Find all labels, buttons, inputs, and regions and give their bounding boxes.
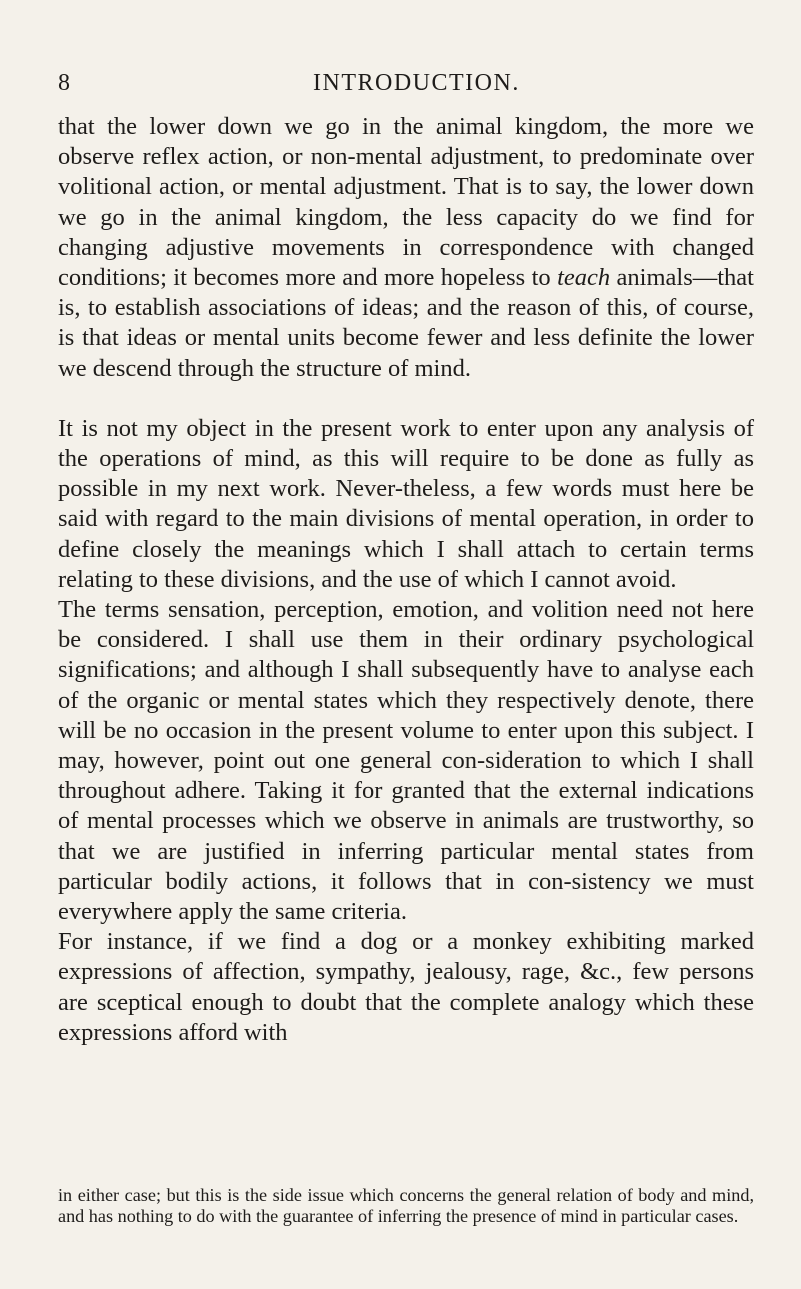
paragraph-gap <box>58 384 754 414</box>
paragraph-4: For instance, if we find a dog or a monkey exhibiting marked expressions of affection, sympathy, jealousy, rage, &c., few persons are sceptical enough to doubt that the complete analogy which these expressions afford with <box>58 928 754 1046</box>
footnote <box>58 1185 754 1228</box>
paragraph-1-text-a: that the lower down we go in the animal kingdom, the more we observe reflex action, or non-mental adjustment, to predominate over volitional action, or mental adjustment. That is to say, the lower down we go in the animal kingdom, the less capacity do we find for changing adjustive movements in correspondence with changed conditions; it becomes more and more hopeless to <box>58 113 754 292</box>
paragraph-3: The terms sensation, perception, emotion, and volition need not here be considered. I shall use them in their ordinary psychological significations; and although I shall subsequently have to analyse each of the organic or mental states which they respectively denote, there will be no occasion in the present volume to enter upon this subject. I may, however, point out one general con-sideration to which I shall throughout adhere. Taking it for granted that the external indications of mental processes which we observe in animals are trustworthy, so that we are justified in inferring particular mental states from particular bodily actions, it follows that in con-sistency we must everywhere apply the same criteria. <box>58 596 754 926</box>
page-number: 8 <box>58 70 71 96</box>
body-text <box>58 112 754 1048</box>
running-title: INTRODUCTION. <box>313 70 520 96</box>
footnote-text: in either case; but this is the side issue which concerns the general relation of body and mind, and has nothing to do with the guarantee of inferring the presence of mind in particular cases. <box>58 1185 754 1227</box>
paragraph-1-text-b: animals—that is, to establish associations of ideas; and the reason of this, of course, is that ideas or mental units become fewer and less definite the lower we descend through the structure of mind. <box>58 264 754 382</box>
paragraph-2: It is not my object in the present work to enter upon any analysis of the operations of mind, as this will require to be done as fully as possible in my next work. Never-theless, a few words must here be said with regard to the main divisions of mental operation, in order to define closely the meanings which I shall attach to certain terms relating to these divisions, and the use of which I cannot avoid. <box>58 414 754 593</box>
emphasis-teach: teach <box>557 264 611 292</box>
running-head <box>58 70 758 102</box>
paragraph-1 <box>58 112 754 384</box>
